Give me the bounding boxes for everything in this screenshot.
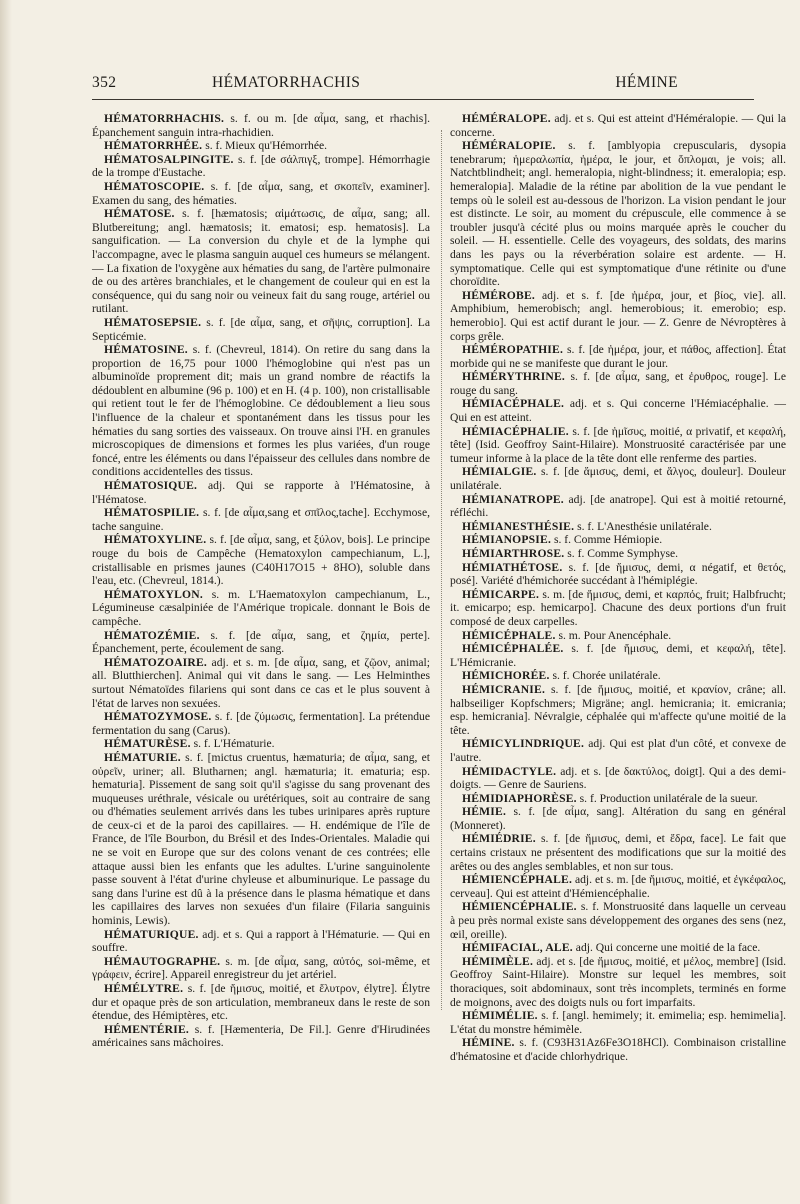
- entry-headword: HÉMATOSE.: [104, 207, 175, 221]
- dictionary-entry: [92, 506, 430, 533]
- dictionary-entry: [450, 955, 786, 1009]
- entry-headword: HÉMIMÈLE.: [462, 954, 534, 968]
- entry-definition: s. f. [de αἷμα, sang, et ἐρυθρος, rouge]. Le rouge du sang.: [450, 370, 786, 397]
- entry-definition: s. f. (C93H31Az6Fe3O18HCl). Combinaison cristalline d'hématosine et d'acide chlorhydrique.: [450, 1036, 786, 1063]
- entry-headword: HÉMATOSPILIE.: [104, 506, 200, 520]
- dictionary-entry: [450, 941, 786, 955]
- entry-headword: HÉMÉRYTHRINE.: [462, 370, 566, 384]
- entry-definition: adj. et s. m. [de ἥμισυς, moitié, et ἐγκέφαλος, cerveau]. Qui est atteint d'Hémiencéphalie.: [450, 873, 786, 900]
- entry-definition: adj. et s. Qui est atteint d'Héméralopie. — Qui la concerne.: [450, 112, 786, 139]
- dictionary-entry: [450, 588, 786, 629]
- entry-headword: HÉMIENCÉPHALIE.: [462, 900, 577, 914]
- entry-definition: s. f. [de ἥμισυς, demi, et ἕδρα, face]. Le fait que certains cristaux ne présentent des modifications que sur la moitié des arêtes ou des angles semblables, et non sur tous.: [450, 832, 786, 873]
- entry-headword: HÉMÉRALOPIE.: [462, 139, 556, 153]
- dictionary-entry: [450, 465, 786, 492]
- entry-definition: s. f. [de αἷμα, sang]. Altération du sang en général (Monneret).: [450, 805, 786, 832]
- entry-headword: HÉMATOSCOPIE.: [104, 179, 205, 193]
- left-guide-word: HÉMATORRHACHIS: [212, 74, 361, 91]
- header-rule: [92, 99, 754, 100]
- dictionary-entry: [450, 629, 786, 643]
- dictionary-entry: [450, 792, 786, 806]
- entry-headword: HÉMICYLINDRIQUE.: [462, 737, 585, 751]
- dictionary-entry: [92, 751, 430, 928]
- entry-headword: HÉMINE.: [462, 1036, 515, 1050]
- dictionary-entry: [450, 765, 786, 792]
- entry-headword: HÉMIARTHROSE.: [462, 547, 565, 560]
- entry-definition: s. f. Monstruosité dans laquelle un cerveau à peu près normal existe sans développement des organes des sens (nez, œil, oreille).: [450, 900, 786, 941]
- entry-headword: HÉMENTÉRIE.: [104, 1022, 189, 1036]
- entry-definition: s. f. [de σάλπιγξ, trompe]. Hémorrhagie de la trompe d'Eustache.: [92, 152, 430, 180]
- entry-headword: HÉMATOSALPINGITE.: [104, 152, 234, 166]
- entry-headword: HÉMIANOPSIE.: [462, 533, 552, 547]
- dictionary-entry: [92, 1023, 430, 1050]
- page-number: 352: [92, 74, 117, 91]
- entry-headword: HÉMATORRHACHIS.: [104, 112, 225, 125]
- entry-definition: s. f. [de ἅμισυς, demi, et ἄλγος, douleur]. Douleur unilatérale.: [450, 465, 786, 493]
- entry-definition: s. f. [de αἷμα,sang et σπῖλος,tache]. Ecchymose, tache sanguine.: [92, 506, 430, 533]
- dictionary-entry: [450, 289, 786, 343]
- entry-definition: adj. Qui concerne une moitié de la face.: [575, 941, 761, 955]
- entry-definition: s. f. [de αἷμα, sang, et ξύλον, bois]. Le principe rouge du bois de Campêche (Hematoxylon campechianum, L.], cristallisable en prismes jaunes (C40H17O15 + 8HO), soluble dans l'eau, etc. (Chevreul, 1814.).: [92, 533, 430, 588]
- entry-definition: s. f. [angl. hemimely; it. emimelia; esp. hemimelia]. L'état du monstre hémimèle.: [450, 1009, 786, 1036]
- entry-headword: HÉMIDIAPHORÈSE.: [462, 791, 577, 805]
- entry-headword: HÉMATOXYLINE.: [104, 533, 207, 547]
- entry-definition: s. f. L'Hématurie.: [193, 737, 275, 751]
- dictionary-entry: [450, 370, 786, 397]
- dictionary-entry: [92, 629, 430, 656]
- dictionary-entry: [92, 955, 430, 982]
- entry-headword: HÉMATOZOAIRE.: [104, 655, 207, 669]
- entry-headword: HÉMIMÉLIE.: [462, 1009, 538, 1023]
- entry-headword: HÉMATURIE.: [104, 750, 181, 764]
- entry-headword: HÉMIÉDRIE.: [462, 832, 536, 846]
- dictionary-entry: [450, 873, 786, 900]
- entry-definition: s. f. Comme Symphyse.: [567, 547, 679, 560]
- dictionary-entry: [92, 343, 430, 479]
- entry-headword: HÉMÉROPATHIE.: [462, 343, 564, 357]
- entry-headword: HÉMIANESTHÉSIE.: [462, 519, 575, 533]
- dictionary-entry: [450, 533, 786, 547]
- entry-definition: adj. [de anatrope]. Qui est à moitié retourné, réfléchi.: [450, 492, 786, 520]
- dictionary-entry: [92, 153, 430, 180]
- page-edge-shadow: [0, 0, 12, 1204]
- dictionary-entry: [92, 737, 430, 751]
- entry-headword: HÉMIE.: [462, 805, 507, 819]
- entry-headword: HÉMATOXYLON.: [104, 587, 203, 601]
- dictionary-entry: [450, 642, 786, 669]
- dictionary-entry: [450, 112, 786, 139]
- entry-definition: s. f. [amblyopia crepuscularis, dysopia tenebrarum; ἡμεραλωπία, ἡμέρα, le jour, et ὅπλομαι, je vois; all. Natchtblindheit; angl. hemeralopia, night-blindness; it. emeralopia; esp. hemeralopia]. Maladie de la rétine par abolition de la vue pendant le temps où le soleil est au-dessous de l'horizon. La vision pendant le jour est distincte. Le soir, au moment du crépuscule, elle commence à se troubler jusqu'à cécité plus ou moins marquée après le coucher du soleil. — H. essentielle. Celle des voyageurs, des soldats, des marins dans les pays ou la réverbération solaire est ardente. — H. symptomatique. Celle qui est symptomatique d'une rétinite ou d'une choroïdite.: [450, 139, 786, 289]
- entry-definition: s. f. Chorée unilatérale.: [552, 669, 661, 683]
- entry-headword: HÉMIANATROPE.: [462, 492, 564, 506]
- entry-definition: s. f. [de ἡμῖσυς, moitié, α privatif, et κεφαλή, tête] (Isid. Geoffroy Saint-Hilaire). Monstruosité caractérisée par une tumeur informe à la place de la tête dont elle renferme des parties.: [450, 424, 786, 465]
- dictionary-entry: [92, 139, 430, 153]
- entry-headword: HÉMICARPE.: [462, 587, 540, 601]
- dictionary-entry: [450, 737, 786, 764]
- dictionary-entry: [92, 207, 430, 316]
- entry-definition: s. f. (Chevreul, 1814). On retire du sang dans la proportion de 16,75 pour 1000 l'hémoglobine qui n'est pas un albuminoïde proprement dit; mais un grand nombre de réactifs la dédoublent en albumine (96 p. 100) et en H. (4 p. 100), non cristallisable qui retient tout le fer de l'hémoglobine. Ce dédoublement a lieu sous l'influence de la chaleur et spontanément dans les tissus pour les hématies du sang sorties des vaisseaux. On trouve ainsi l'H. en granules microscopiques de dimensions et formes les plus variées, d'un rouge foncé, entre les éléments ou dans l'épaisseur des cellules dans nombre de conditions accidentelles des tissus.: [92, 343, 430, 479]
- entry-headword: HÉMIATHÉTOSE.: [462, 560, 563, 574]
- dictionary-entry: [450, 669, 786, 683]
- dictionary-entry: [450, 561, 786, 588]
- left-column: [92, 112, 430, 1050]
- entry-definition: s. f. [de αἷμα, sang, et σῆψις, corruption]. La Septicémie.: [92, 315, 430, 343]
- entry-definition: adj. et s. Qui a rapport à l'Hématurie. — Qui en souffre.: [92, 927, 430, 955]
- entry-definition: s. f. [de ἡμέρα, jour, et πάθος, affection]. État morbide qui ne se manifeste que durant le jour.: [450, 343, 786, 370]
- entry-headword: HÉMIFACIAL, ALE.: [462, 941, 573, 955]
- dictionary-entry: [450, 900, 786, 941]
- entry-definition: s. f. [de ἥμισυς, demi, et κεφαλή, tête]. L'Hémicranie.: [450, 642, 786, 669]
- dictionary-entry: [92, 928, 430, 955]
- entry-definition: s. m. Pour Anencéphale.: [558, 628, 672, 642]
- entry-headword: HÉMIENCÉPHALE.: [462, 873, 573, 887]
- entry-headword: HÉMAUTOGRAPHE.: [104, 954, 221, 968]
- entry-headword: HÉMATURIQUE.: [104, 927, 199, 941]
- entry-definition: adj. et s. m. [de αἷμα, sang, et ζῷον, animal; all. Blutthierchen]. Animal qui vit dans le sang. — Les Helminthes surtout Nématoïdes filariens qui sont dans ce cas et le plus souvent à l'état de larves non sexuées.: [92, 655, 430, 710]
- dictionary-entry: [450, 1009, 786, 1036]
- right-column: [450, 112, 786, 1064]
- entry-headword: HÉMATOZYMOSE.: [104, 710, 212, 724]
- dictionary-entry: [450, 139, 786, 289]
- entry-headword: HÉMIACÉPHALIE.: [462, 424, 569, 438]
- entry-definition: s. f. [de ζύμωσις, fermentation]. La prétendue fermentation du sang (Carus).: [92, 710, 430, 737]
- dictionary-entry: [92, 316, 430, 343]
- entry-headword: HÉMICRANIE.: [462, 682, 546, 696]
- entry-headword: HÉMATORRHÉE.: [104, 139, 203, 153]
- dictionary-entry: [450, 805, 786, 832]
- entry-definition: adj. et s. f. [de ἡμέρα, jour, et βίος, vie]. all. Amphibium, hemerobisch; angl. hemerobious; it. emerobio; esp. hemerobio]. Qui est actif durant le jour. — Z. Genre de Névroptères à corps grêle.: [450, 288, 786, 343]
- entry-headword: HÉMIALGIE.: [462, 465, 537, 479]
- entry-headword: HÉMATOSINE.: [104, 343, 188, 357]
- entry-definition: s. f. [de αἷμα, sang, et σκοπεῖν, examiner]. Examen du sang, des hématies.: [92, 179, 430, 207]
- dictionary-entry: [450, 832, 786, 873]
- dictionary-entry: [92, 533, 430, 587]
- dictionary-entry: [92, 180, 430, 207]
- dictionary-entry: [450, 520, 786, 534]
- entry-headword: HÉMICHORÉE.: [462, 669, 550, 683]
- dictionary-entry: [450, 397, 786, 424]
- entry-definition: s. f. [mictus cruentus, hæmaturia; de αἷμα, sang, et οὐρεῖν, uriner; all. Blutharnen; angl. hæmaturia; it. ematuria; esp. hematuria]. Pissement de sang soit qu'il s'agisse du sang provenant des muqueuses uréthrale, vésicale ou urétériques, soit au contraire de sang ou d'hématies seulement arrivés dans les tubes urinipares après rupture de ceux-ci et de la paroi des capillaires. — H. endémique de l'île de France, de l'île Bourbon, du Brésil et des Indes-Orientales. Maladie qui ne se voit en Europe que sur des colons venant de ces contrées; elle attaque aussi bien les enfants que les adultes. L'urine sanguinolente passe souvent à l'état d'urine chyleuse et albuminurique. Le passage du sang dans l'urine est dû à la présence dans le plasma hématique et dans les capillaires des larves non sexuées d'un filaire (Filaria sanguinis hominis, Lewis).: [92, 750, 430, 928]
- dictionary-entry: [450, 1036, 786, 1063]
- entry-definition: s. f. [de ἥμισυς, moitié, et κρανίον, crâne; all. halbseiliger Kopfschmers; Migräne; angl. hemicrania; it. emicrania; esp. hemicrania]. Névralgie, céphalée qui m'affecte qu'une moitié de la tête.: [450, 682, 786, 737]
- dictionary-entry: [92, 710, 430, 737]
- entry-definition: s. f. ou m. [de αἷμα, sang, et rhachis]. Épanchement sanguin intra-rhachidien.: [92, 112, 430, 139]
- entry-definition: s. f. [hæmatosis; αἱμάτωσις, de αἷμα, sang; all. Blutbereitung; angl. hæmatosis; it. ematosi; esp. hematosis]. La sanguification. — La conversion du chyle et de la lymphe qui l'accompagne, avec le plasma sanguin auquel ces humeurs se mélangent. — La fixation de l'oxygène aux hématies du sang, de l'artère pulmonaire de ou des artères branchiales, et le changement de couleur qui en est la conséquence, qui du sang noir ou veineux fait du sang rouge, artériel ou rutilant.: [92, 207, 430, 316]
- entry-headword: HÉMATOSIQUE.: [104, 479, 198, 493]
- entry-definition: s. f. [de ἥμισυς, moitié, et ἔλυτρον, élytre]. Élytre dur et opaque près de son articulation, membraneux dans le reste de son étendue, des Hémiptères, etc.: [92, 982, 430, 1023]
- entry-definition: s. m. [de ἥμισυς, demi, et καρπός, fruit; Halbfrucht; it. emicarpo; esp. hemicarpo]. Chacune des deux portions d'un fruit composé de deux carpelles.: [450, 587, 786, 628]
- entry-definition: s. f. L'Anesthésie unilatérale.: [577, 519, 712, 533]
- entry-headword: HÉMICÉPHALE.: [462, 628, 556, 642]
- dictionary-entry: [92, 479, 430, 506]
- entry-headword: HÉMATURÈSE.: [104, 737, 191, 751]
- entry-definition: s. f. Production unilatérale de la sueur.: [579, 791, 758, 805]
- column-gutter: [441, 130, 442, 1010]
- dictionary-entry: [92, 982, 430, 1023]
- entry-definition: s. f. [de αἷμα, sang, et ζημία, perte]. Épanchement, perte, écoulement de sang.: [92, 628, 431, 656]
- dictionary-entry: [92, 112, 430, 139]
- entry-definition: adj. Qui se rapporte à l'Hématosine, à l'Hématose.: [92, 479, 430, 506]
- entry-headword: HÉMÉRALOPE.: [462, 112, 551, 125]
- entry-headword: HÉMATOZÉMIE.: [104, 628, 200, 642]
- right-guide-word: HÉMINE: [615, 74, 678, 91]
- entry-definition: adj. et s. Qui concerne l'Hémiacéphalie. — Qui en est atteint.: [450, 397, 787, 425]
- entry-headword: HÉMIDACTYLE.: [462, 764, 557, 778]
- dictionary-entry: [450, 343, 786, 370]
- entry-headword: HÉMÉROBE.: [462, 288, 535, 302]
- dictionary-entry: [450, 425, 786, 466]
- entry-definition: adj. Qui est plat d'un côté, et convexe de l'autre.: [450, 737, 786, 764]
- dictionary-entry: [92, 588, 430, 629]
- entry-definition: s. f. Mieux qu'Hémorrhée.: [205, 139, 328, 153]
- dictionary-entry: [450, 547, 786, 561]
- entry-definition: s. f. [de ἥμισυς, demi, α négatif, et θετός, posé]. Variété d'hémichorée succédant à l'hémiplégie.: [450, 560, 786, 588]
- entry-headword: HÉMATOSEPSIE.: [104, 315, 202, 329]
- entry-definition: adj. et s. [de ἥμισυς, moitié, et μέλος, membre] (Isid. Geoffroy Saint-Hilaire). Monstre sur lequel les membres, soit thoraciques, soit abdominaux, sont très incomplets, terminés en forme de moignons, avec des doigts nuls ou fort imparfaits.: [450, 954, 786, 1009]
- entry-definition: adj. et s. [de δακτύλος, doigt]. Qui a des demi-doigts. — Genre de Sauriens.: [450, 764, 786, 792]
- entry-definition: s. f. [Hæmenteria, De Fil.]. Genre d'Hirudinées américaines sans mâchoires.: [92, 1022, 431, 1050]
- dictionary-entry: [92, 656, 430, 710]
- dictionary-entry: [450, 683, 786, 737]
- entry-headword: HÉMIACÉPHALE.: [462, 397, 565, 411]
- entry-definition: s. f. Comme Hémiopie.: [553, 533, 663, 547]
- entry-definition: s. m. L'Haematoxylon campechianum, L., Légumineuse cæsalpiniée de l'Amérique tropicale. donnant le Bois de campêche.: [92, 587, 430, 628]
- dictionary-entry: [450, 493, 786, 520]
- entry-headword: HÉMÉLYTRE.: [104, 982, 184, 995]
- entry-definition: s. m. [de αἷμα, sang, αὐτός, soi-même, et γράφειν, écrire]. Appareil enregistreur du jet artériel.: [92, 954, 430, 982]
- running-head: [92, 74, 754, 98]
- entry-headword: HÉMICÉPHALÉE.: [462, 642, 564, 656]
